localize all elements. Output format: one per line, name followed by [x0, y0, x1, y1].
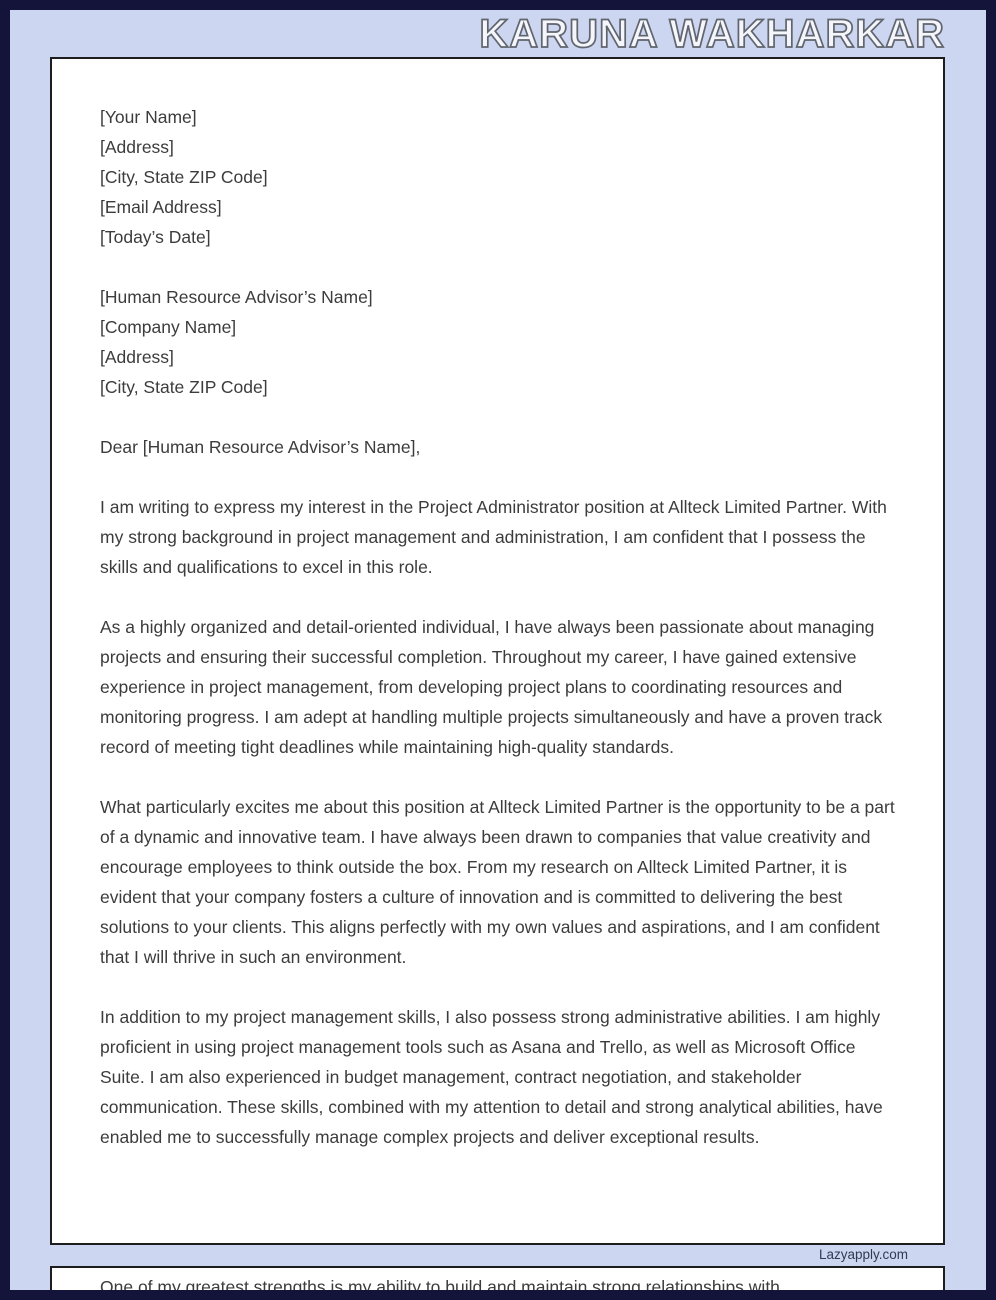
paragraph-skills: In addition to my project management skills, I also possess strong administrative abilities. I am highly proficient in using project management tools such as Asana and Trello, as well as Microsoft Office Suite. I am also experienced in budget management, contract negotiation, and stakeholder communication. These skills, combined with my attention to detail and strong analytical abilities, have enabled me to successfully manage complex projects and deliver exceptional results. — [100, 1007, 883, 1147]
sender-city-line: [City, State ZIP Code] — [100, 167, 268, 187]
letter-page-1 — [50, 57, 945, 1245]
sender-name-line: [Your Name] — [100, 107, 197, 127]
letter-page-2 — [50, 1266, 945, 1296]
paragraph-experience: As a highly organized and detail-oriented individual, I have always been passionate about managing projects and ensuring their successful completion. Throughout my career, I have gained extensive experience in project management, from developing project plans to coordinating resources and monitoring progress. I am adept at handling multiple projects simultaneously and have a proven track record of meeting tight deadlines while maintaining high-quality standards. — [100, 617, 883, 757]
salutation: Dear [Human Resource Advisor’s Name], — [100, 437, 421, 457]
recipient-name-line: [Human Resource Advisor’s Name] — [100, 287, 373, 307]
paragraph-intro: I am writing to express my interest in the Project Administrator position at Allteck Limited Partner. With my strong background in project management and administration, I am confident that I possess the skills and qualifications to excel in this role. — [100, 497, 887, 577]
paragraph-strengths: One of my greatest strengths is my ability to build and maintain strong relationships with — [100, 1277, 780, 1296]
sender-block — [100, 102, 895, 252]
sender-address-line: [Address] — [100, 137, 174, 157]
recipient-city-line: [City, State ZIP Code] — [100, 377, 268, 397]
recipient-address-line: [Address] — [100, 347, 174, 367]
letterhead-name: KARUNA WAKHARKAR — [479, 12, 945, 56]
recipient-company-line: [Company Name] — [100, 317, 237, 337]
recipient-block — [100, 282, 895, 402]
watermark-lazyapply: Lazyapply.com — [818, 1247, 908, 1262]
sender-date-line: [Today’s Date] — [100, 227, 211, 247]
paragraph-company-fit: What particularly excites me about this position at Allteck Limited Partner is the opportunity to be a part of a dynamic and innovative team. I have always been drawn to companies that value creativity and encourage employees to think outside the box. From my research on Allteck Limited Partner, it is evident that your company fosters a culture of innovation and is committed to delivering the best solutions to your clients. This aligns perfectly with my own values and aspirations, and I am confident that I will thrive in such an environment. — [100, 797, 895, 967]
sender-email-line: [Email Address] — [100, 197, 222, 217]
